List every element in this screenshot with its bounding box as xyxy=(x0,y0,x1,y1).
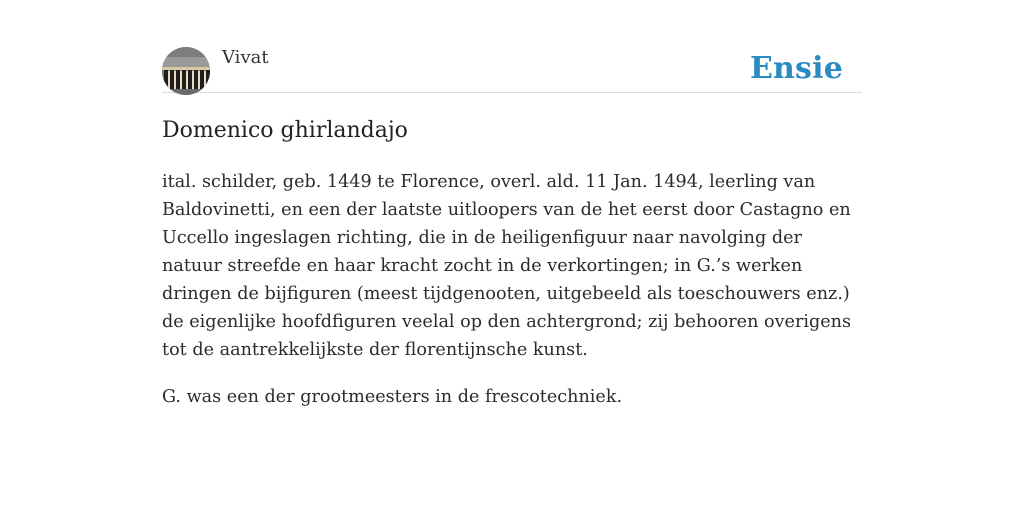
article-paragraph: G. was een der grootmeesters in de frescotechniek. xyxy=(162,387,623,407)
books-icon[interactable] xyxy=(162,47,210,95)
article-body xyxy=(162,168,852,430)
header xyxy=(162,46,862,93)
article-paragraph: ital. schilder, geb. 1449 te Florence, overl. ald. 11 Jan. 1494, leerling van Baldovinetti, en een der laatste uitloopers van de het eerst door Castagno en Uccello ingeslagen richting, die in de heiligenfiguur naar navolging der natuur streefde en haar kracht zocht in de verkortingen; in G.’s werken dringen de bijfiguren (meest tijdgenooten, uitgebeeld als toeschouwers enz.) de eigenlijke hoofdfiguren veelal op den achtergrond; zij behooren overigens tot de aantrekkelijkste der florentijnsche kunst. xyxy=(162,172,852,360)
brand-logo[interactable]: Ensie xyxy=(749,51,843,86)
page-title: Domenico ghirlandajo xyxy=(162,118,408,143)
source-name[interactable]: Vivat xyxy=(222,47,269,68)
